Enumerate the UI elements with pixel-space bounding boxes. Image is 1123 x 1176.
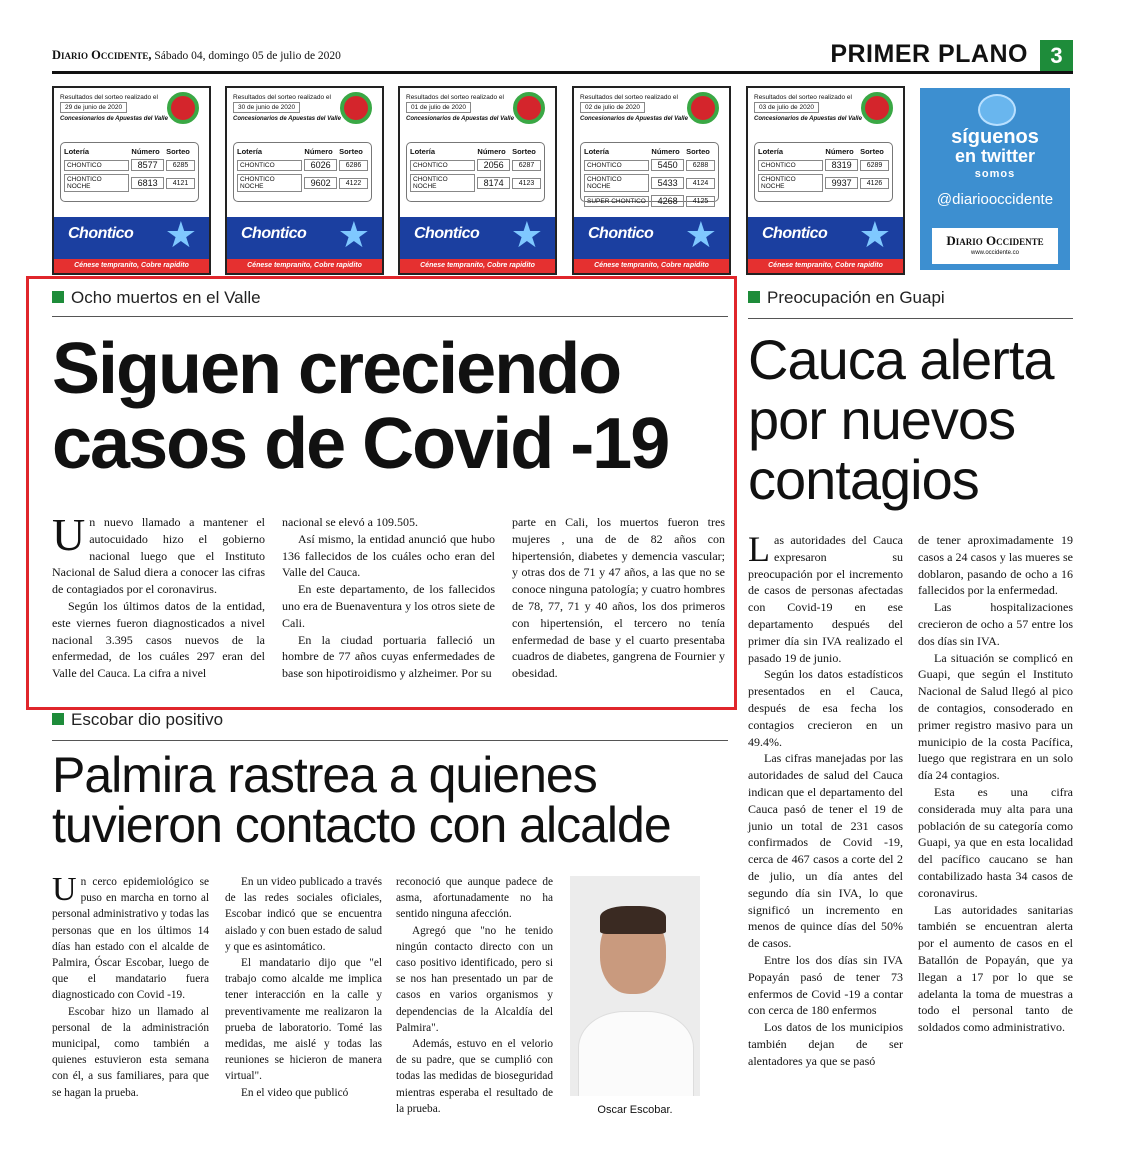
lottery-table — [580, 142, 719, 206]
palmira-col2 — [225, 874, 382, 1101]
lottery-results-label: Resultados del sorteo realizado el 03 de julio de 2020 — [754, 94, 852, 111]
lottery-table — [233, 142, 372, 202]
lottery-draw: 6286 — [339, 160, 368, 171]
twitter-ad-url: www.occidente.co — [970, 250, 1020, 256]
juegos-logo-icon — [167, 92, 199, 124]
paragraph: Escobar hizo un llamado al personal de la administración municipal, como también a quienes estuvieron esta semana con él, a sus familiares, para que se hagan la prueba. — [52, 1005, 209, 1099]
chontico-band — [748, 214, 903, 273]
lottery-date: 01 de julio de 2020 — [406, 102, 471, 113]
twitter-line2: en twitter — [954, 146, 1035, 166]
lottery-table — [60, 142, 199, 202]
cauca-col1-text — [748, 529, 903, 1070]
paragraph: as autoridades del Cauca expresaron su preocupación por el incremento de casos de personas afectadas con Covid-19 en ese departamento después del primer día sin IVA realizado el pasado 19 de junio. — [748, 533, 903, 665]
palmira-kicker — [52, 710, 223, 730]
lottery-draw: 4123 — [512, 178, 541, 189]
lottery-card — [572, 86, 731, 275]
lottery-name: CHONTICO — [410, 160, 475, 171]
issue-date: Sábado 04, domingo 05 de julio de 2020 — [154, 50, 341, 62]
lottery-number: 9602 — [304, 177, 337, 189]
lottery-name: CHONTICO NOCHE — [410, 174, 475, 192]
star-icon: ★ — [510, 214, 543, 255]
masthead-date — [52, 48, 341, 63]
paragraph: En un video publicado a través de las redes sociales oficiales, Escobar indicó que se encuentra aislado y con buen estado de salud y que es asintomático. — [225, 876, 382, 953]
page-number: 3 — [1040, 40, 1073, 71]
twitter-bird-icon — [978, 94, 1016, 126]
star-icon: ★ — [164, 214, 197, 255]
chontico-band — [54, 214, 209, 273]
lottery-results-label: Resultados del sorteo realizado el 30 de junio de 2020 — [233, 94, 331, 111]
lottery-row — [584, 174, 715, 192]
lottery-name: CHONTICO NOCHE — [584, 174, 649, 192]
star-icon: ★ — [684, 214, 717, 255]
paragraph: Según los datos estadísticos presentados en el Cauca, después de esa fecha los contagios crecieron en un 49.4%. — [748, 667, 903, 749]
lottery-number: 8319 — [825, 159, 858, 171]
palmira-kicker-rule — [52, 740, 728, 741]
palmira-col1-text — [52, 871, 209, 1101]
twitter-ad-logo: Diario Occidente — [946, 233, 1044, 248]
paragraph: n cerco epidemiológico se puso en marcha en torno al personal administrativo y todas las personas que en los últimos 14 días han estado con el alcalde de Palmira, Óscar Escobar, luego de que el mandatario fuera diagnosticado con Covid -19. — [52, 876, 209, 1002]
chontico-slogan: Cénese tempranito, Cobre rapidito — [400, 259, 555, 273]
paragraph: El mandatario dijo que "el trabajo como alcalde me implica tener interacción en la calle y preventivamente me realizaron la prueba de laboratorio. Tomé las medidas, me aislé y todas las reuniones se hicieron de manera virtual". — [225, 957, 382, 1083]
kicker-square-icon — [52, 713, 64, 725]
covid-kicker — [52, 288, 261, 308]
lottery-number: 8174 — [477, 177, 510, 189]
juegos-logo-icon — [513, 92, 545, 124]
chontico-band — [227, 214, 382, 273]
lottery-card — [398, 86, 557, 275]
header-rule — [52, 71, 1073, 74]
chontico-band — [400, 214, 555, 273]
lottery-table-header: Lotería Número Sorteo — [584, 147, 710, 156]
lottery-name: CHONTICO — [584, 160, 649, 171]
lottery-number: 4268 — [651, 195, 684, 207]
lottery-draw: 4122 — [339, 178, 368, 189]
palmira-kicker-text: Escobar dio positivo — [71, 710, 224, 729]
palmira-col1 — [52, 871, 209, 1101]
lottery-draw: 4121 — [166, 178, 195, 189]
covid-kicker-rule — [52, 316, 728, 317]
paragraph: Según los últimos datos de la entidad, este viernes fueron diagnosticados a nivel nacional 3.395 casos nuevos de la enfermedad, de los cuáles 297 eran del Valle del Cauca. La cifra a nivel — [52, 598, 265, 681]
juegos-logo-icon — [861, 92, 893, 124]
paper-name: Diario Occidente, — [52, 48, 152, 62]
chontico-brand: Chontico — [414, 225, 480, 242]
lottery-draw: 6288 — [686, 160, 715, 171]
chontico-brand: Chontico — [241, 225, 307, 242]
chontico-slogan: Cénese tempranito, Cobre rapidito — [574, 259, 729, 273]
twitter-ad[interactable] — [920, 88, 1070, 270]
cauca-col1 — [748, 529, 903, 1070]
cauca-kicker — [748, 288, 945, 308]
juegos-logo-icon — [687, 92, 719, 124]
lottery-table — [406, 142, 545, 202]
star-icon: ★ — [858, 214, 891, 255]
lottery-date: 30 de junio de 2020 — [233, 102, 300, 113]
paragraph: En el video que publicó — [241, 1086, 349, 1099]
kicker-square-icon — [52, 291, 64, 303]
lottery-name: CHONTICO — [758, 160, 823, 171]
paragraph: Entre los dos días sin IVA Popayán pasó de tener 73 enfermos de Covid -19 a contar con cerca de 180 enfermos — [748, 952, 903, 1018]
lottery-number: 9937 — [825, 177, 858, 189]
section-title: PRIMER PLANO — [830, 40, 1028, 68]
lottery-name: CHONTICO — [237, 160, 302, 171]
chontico-band — [574, 214, 729, 273]
cauca-headline: Cauca alerta por nuevos contagios — [748, 328, 1054, 511]
lottery-table — [754, 142, 893, 202]
palmira-col3 — [396, 874, 553, 1117]
covid-kicker-text: Ocho muertos en el Valle — [71, 288, 261, 307]
paragraph: parte en Cali, los muertos fueron tres mujeres , una de de 82 años con hipertensión, diabetes y demencia vascular; y otras dos de 71 y 47 años, a las que no se conoce ninguna patología; y cuatro hombres de 78, 77, 71 y 40 años, los dos primeros con hipertensión, el tercero no tenía enfermedad de base y el cuarto presentaba cuadros de diabetes, gangrena de Fournier y obesidad. — [512, 515, 725, 681]
lottery-card — [52, 86, 211, 275]
paragraph: La situación se complicó en Guapi, que según el Instituto Nacional de Salud llegó al pico de contagios, consoderado en primer registro masivo para un municipio de la costa Pacífica, luego que registrara en un solo día 24 contagios. — [918, 650, 1073, 783]
lottery-date: 29 de junio de 2020 — [60, 102, 127, 113]
lottery-row — [758, 159, 889, 171]
paragraph: Los datos de los municipios también dejan de ser alentadores ya que se pasó — [748, 1020, 903, 1068]
paragraph: Las autoridades sanitarias también se encuentran alerta por el aumento de casos en el Batallón de Popayán, que ya llegan a 17 por lo que se adelanta la toma de muestras a todo el personal tanto de soldados como administrativo. — [918, 902, 1073, 1035]
covid-dropcap: U — [52, 509, 86, 560]
juegos-logo-icon — [340, 92, 372, 124]
lottery-results-label: Resultados del sorteo realizado el 02 de julio de 2020 — [580, 94, 678, 111]
lottery-concessionaire: Concesionarios de Apuestas del Valle — [580, 116, 688, 122]
twitter-line1: síguenos — [951, 126, 1039, 148]
lottery-concessionaire: Concesionarios de Apuestas del Valle — [406, 116, 514, 122]
paragraph: de tener aproximadamente 19 casos a 24 casos y las mueres se doblaron, pasando de ocho a 16 fallecidos por la enfermedad. — [918, 533, 1073, 598]
paragraph: Así mismo, la entidad anunció que hubo 136 fallecidos de los cuáles ocho eran del Valle del Cauca. — [282, 531, 495, 580]
lottery-number: 6813 — [131, 177, 164, 189]
star-icon: ★ — [337, 214, 370, 255]
cauca-dropcap: L — [748, 529, 770, 569]
cauca-kicker-rule — [748, 318, 1073, 319]
palmira-dropcap: U — [52, 871, 77, 908]
lottery-draw: 4125 — [686, 196, 715, 207]
lottery-row — [237, 174, 368, 192]
lottery-row — [64, 159, 195, 171]
lottery-number: 6026 — [304, 159, 337, 171]
lottery-concessionaire: Concesionarios de Apuestas del Valle — [60, 116, 168, 122]
lottery-row — [237, 159, 368, 171]
kicker-square-icon — [748, 291, 760, 303]
lottery-draw: 6289 — [860, 160, 889, 171]
photo-caption: Oscar Escobar. — [597, 1104, 673, 1116]
lottery-number: 2056 — [477, 159, 510, 171]
lottery-draw: 4126 — [860, 178, 889, 189]
paragraph: En este departamento, de los fallecidos uno era de Buenaventura y los otros siete de Cali. — [282, 582, 495, 630]
chontico-slogan: Cénese tempranito, Cobre rapidito — [227, 259, 382, 273]
chontico-slogan: Cénese tempranito, Cobre rapidito — [54, 259, 209, 273]
lottery-name: CHONTICO NOCHE — [237, 174, 302, 192]
paragraph: Las hospitalizaciones crecieron de ocho a 57 entre los dos días sin IVA. — [918, 600, 1073, 648]
lottery-name: CHONTICO — [64, 160, 129, 171]
lottery-card — [746, 86, 905, 275]
covid-col1 — [52, 509, 265, 682]
photo-hair-shape — [600, 906, 666, 934]
paragraph: Las cifras manejadas por las autoridades de salud del Cauca indican que el departamento del Cauca pasó de tener el 19 de junio un total de 231 casos confirmados de Covid -19, cerca de 467 casos a corte del 2 de julio, un día antes del segundo día sin IVA, lo que significó un incremento en menos de quince días del 50% de casos. — [748, 751, 903, 951]
lottery-draw: 4124 — [686, 178, 715, 189]
lottery-concessionaire: Concesionarios de Apuestas del Valle — [233, 116, 341, 122]
covid-headline: Siguen creciendo casos de Covid -19 — [52, 329, 669, 484]
twitter-ad-logo-box — [932, 228, 1058, 264]
lottery-row — [410, 174, 541, 192]
cauca-col2 — [918, 532, 1073, 1036]
lottery-name: SUPER CHONTICO — [584, 196, 649, 207]
lottery-number: 5450 — [651, 159, 684, 171]
lottery-name: CHONTICO NOCHE — [64, 174, 129, 192]
lottery-row — [410, 159, 541, 171]
lottery-name: CHONTICO NOCHE — [758, 174, 823, 192]
covid-col3 — [512, 514, 725, 682]
paragraph: reconoció que aunque padece de asma, afortunadamente no ha sentido ninguna afección. — [396, 876, 553, 921]
lottery-results-label: Resultados del sorteo realizado el 29 de junio de 2020 — [60, 94, 158, 111]
twitter-handle[interactable]: @diariooccidente — [936, 191, 1054, 208]
twitter-line3: somos — [974, 168, 1016, 180]
lottery-table-header: Lotería Número Sorteo — [237, 147, 363, 156]
lottery-card — [225, 86, 384, 275]
lottery-table-header: Lotería Número Sorteo — [758, 147, 884, 156]
paragraph: Agregó que "no he tenido ningún contacto directo con un caso positivo identificado, pero si se nos han presentado un par de casos en varios organismos y dependencias de la Alcaldía del Palmira". — [396, 924, 553, 1034]
lottery-number: 8577 — [131, 159, 164, 171]
lottery-date: 03 de julio de 2020 — [754, 102, 819, 113]
lottery-row — [584, 195, 715, 207]
photo-shirt-shape — [578, 1011, 694, 1096]
lottery-date: 02 de julio de 2020 — [580, 102, 645, 113]
lottery-number: 5433 — [651, 177, 684, 189]
lottery-draw: 6285 — [166, 160, 195, 171]
paragraph: En la ciudad portuaria falleció un hombre de 77 años cuyas enfermedades de base son hipotiroidismo y alzheimer. Por su — [282, 632, 495, 681]
paragraph: nacional se elevó a 109.505. — [282, 515, 418, 529]
cauca-kicker-text: Preocupación en Guapi — [767, 288, 945, 307]
chontico-brand: Chontico — [68, 225, 134, 242]
chontico-brand: Chontico — [588, 225, 654, 242]
chontico-slogan: Cénese tempranito, Cobre rapidito — [748, 259, 903, 273]
lottery-row — [758, 174, 889, 192]
lottery-table-header: Lotería Número Sorteo — [410, 147, 536, 156]
covid-col2 — [282, 514, 495, 682]
lottery-concessionaire: Concesionarios de Apuestas del Valle — [754, 116, 862, 122]
lottery-row — [584, 159, 715, 171]
lottery-row — [64, 174, 195, 192]
palmira-headline: Palmira rastrea a quienes tuvieron contacto con alcalde — [52, 747, 671, 853]
paragraph: Esta es una cifra considerada muy alta para una población de su categoría como Guapi, ya que en esta localidad del pacífico caucano se han contabilizado hasta 34 casos de coronavirus. — [918, 784, 1073, 900]
oscar-escobar-photo — [570, 876, 700, 1096]
paragraph: n nuevo llamado a mantener el autocuidado hizo el gobierno nacional luego que el Instituto Nacional de Salud diera a conocer las cifras de contagiados por el coronavirus. — [52, 515, 265, 597]
paragraph: Además, estuvo en el velorio de su padre, que se cumplió con todas las medidas de bioseguridad mientras esperaba el resultado de la prueba. — [396, 1038, 553, 1115]
chontico-brand: Chontico — [762, 225, 828, 242]
lottery-draw: 6287 — [512, 160, 541, 171]
lottery-results-label: Resultados del sorteo realizado el 01 de julio de 2020 — [406, 94, 504, 111]
lottery-table-header: Lotería Número Sorteo — [64, 147, 190, 156]
